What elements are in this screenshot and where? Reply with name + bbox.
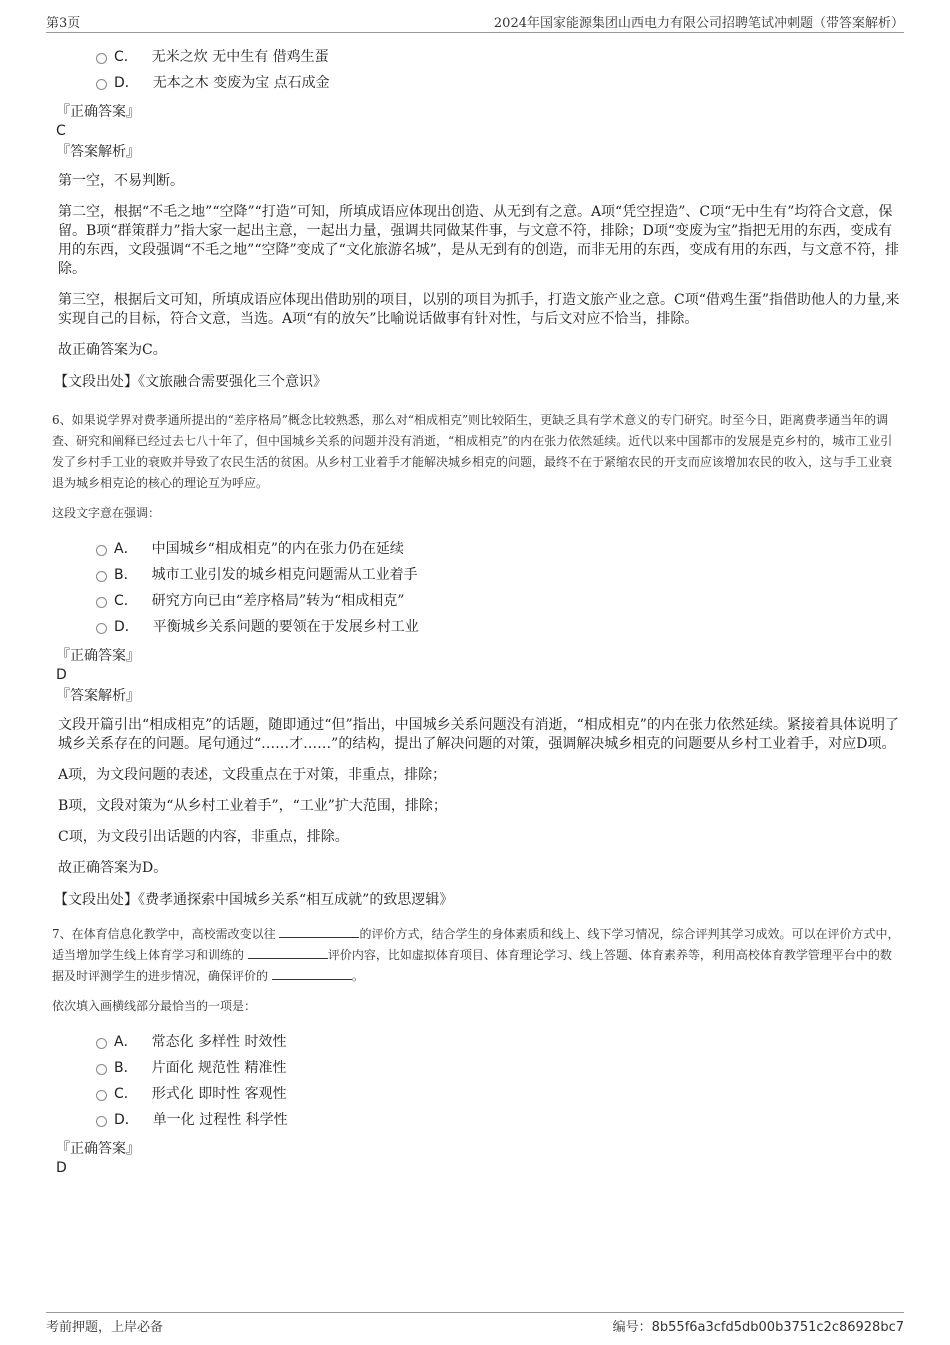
question-prompt: 这段文字意在强调： bbox=[52, 506, 161, 520]
answer-value: C bbox=[56, 123, 66, 139]
option-d[interactable]: D． 平衡城乡关系问题的要领在于发展乡村工业 bbox=[56, 614, 902, 640]
option-c[interactable]: C． 无米之炊 无中生有 借鸡生蛋 bbox=[56, 44, 902, 70]
option-c[interactable]: C． 研究方向已由“差序格局”转为“相成相克” bbox=[56, 588, 902, 614]
analysis-paragraph: B项，文段对策为“从乡村工业着手”，“工业”扩大范围，排除； bbox=[58, 798, 447, 814]
option-d[interactable]: D． 单一化 过程性 科学性 bbox=[56, 1107, 902, 1133]
option-c[interactable]: C． 形式化 即时性 客观性 bbox=[56, 1081, 902, 1107]
question-6 bbox=[52, 410, 902, 910]
page-number: 第3页 bbox=[46, 16, 81, 31]
question-stem: 6、如果说学界对费孝通所提出的“差序格局”概念比较熟悉，那么对“相成相克”则比较陌生，更缺乏具有学术意义的专门研究。时至今日，距离费孝通当年的调查、研究和阐释已经过去七八十年了，但中国城乡关系的问题并没有消逝，“相成相克”的内在张力依然延续。近代以来中国都市的发展是克乡村的，城市工业引发了乡村手工业的衰败并导致了农民生活的贫困。从乡村工业着手才能解决城乡相克的问题，最终不在于紧缩农民的开支而应该增加农民的收入，这与手工业衰退为城乡相克论的核心的理论互为呼应。 bbox=[52, 413, 893, 490]
fill-blank-1 bbox=[279, 925, 359, 938]
option-d[interactable]: D． 无本之木 变废为宝 点石成金 bbox=[56, 70, 902, 96]
question-5-continued bbox=[56, 44, 902, 392]
option-a[interactable]: A． 中国城乡“相成相克”的内在张力仍在延续 bbox=[56, 536, 902, 562]
analysis-paragraph: 第一空，不易判断。 bbox=[58, 173, 184, 189]
analysis-label: 『答案解析』 bbox=[56, 144, 140, 160]
radio-icon[interactable] bbox=[96, 1116, 107, 1127]
radio-icon[interactable] bbox=[96, 1064, 107, 1075]
source-citation: 【文段出处】《文旅融合需要强化三个意识》 bbox=[54, 374, 327, 390]
question-stem: 7、在体育信息化教学中，高校需改变以往 的评价方式，结合学生的身体素质和线上、线下学习情况，综合评判其学习成效。可以在评价方式中，适当增加学生线上体育学习和训练的 评价内容，比如虚拟体育项目、体育理论学习、线上答题、体育素养等，利用高校体育教学管理平台中的数据及时评测学生的进步情况，确保评价的 。 bbox=[52, 927, 900, 983]
analysis-paragraph: 故正确答案为C。 bbox=[58, 342, 167, 358]
analysis-label: 『答案解析』 bbox=[56, 688, 140, 704]
footer-slogan: 考前押题，上岸必备 bbox=[46, 1320, 164, 1335]
answer-label: 『正确答案』 bbox=[56, 104, 140, 120]
radio-icon[interactable] bbox=[96, 79, 107, 90]
answer-label: 『正确答案』 bbox=[56, 1141, 140, 1157]
answer-label: 『正确答案』 bbox=[56, 648, 140, 664]
radio-icon[interactable] bbox=[96, 1038, 107, 1049]
page-footer bbox=[46, 1312, 904, 1337]
analysis-paragraph: A项，为文段问题的表述，文段重点在于对策，非重点，排除； bbox=[58, 767, 447, 783]
radio-icon[interactable] bbox=[96, 597, 107, 608]
fill-blank-2 bbox=[248, 946, 328, 959]
radio-icon[interactable] bbox=[96, 623, 107, 634]
answer-value: D bbox=[56, 667, 67, 683]
source-citation: 【文段出处】《费孝通探索中国城乡关系“相互成就”的致思逻辑》 bbox=[54, 892, 454, 908]
radio-icon[interactable] bbox=[96, 53, 107, 64]
fill-blank-3 bbox=[272, 967, 352, 980]
document-code: 编号：8b55f6a3cfd5db00b3751c2c86928bc7 bbox=[612, 1320, 904, 1335]
analysis-paragraph: 故正确答案为D。 bbox=[58, 860, 168, 876]
document-title: 2024年国家能源集团山西电力有限公司招聘笔试冲刺题（带答案解析） bbox=[493, 16, 904, 31]
main-content bbox=[52, 44, 902, 1179]
analysis-paragraph: 第三空，根据后文可知，所填成语应体现出借助别的项目，以别的项目为抓手，打造文旅产业之意。C项“借鸡生蛋”指借助他人的力量,来实现自己的目标，符合文意，当选。A项“有的放矢”比喻说话做事有针对性，与后文对应不恰当，排除。 bbox=[58, 292, 900, 327]
option-b[interactable]: B． 城市工业引发的城乡相克问题需从工业着手 bbox=[56, 562, 902, 588]
analysis-paragraph: 文段开篇引出“相成相克”的话题，随即通过“但”指出，中国城乡关系问题没有消逝，“相成相克”的内在张力依然延续。紧接着具体说明了城乡关系存在的问题。尾句通过“……才……”的结构，提出了解决问题的对策，强调解决城乡相克的问题要从乡村工业着手，对应D项。 bbox=[58, 717, 899, 752]
page-header bbox=[46, 12, 904, 33]
question-prompt: 依次填入画横线部分最恰当的一项是： bbox=[52, 999, 257, 1013]
radio-icon[interactable] bbox=[96, 571, 107, 582]
radio-icon[interactable] bbox=[96, 1090, 107, 1101]
option-b[interactable]: B． 片面化 规范性 精准性 bbox=[56, 1055, 902, 1081]
radio-icon[interactable] bbox=[96, 545, 107, 556]
option-a[interactable]: A． 常态化 多样性 时效性 bbox=[56, 1029, 902, 1055]
analysis-paragraph: 第二空，根据“不毛之地”“空降”“打造”可知，所填成语应体现出创造、从无到有之意。A项“凭空捏造”、C项“无中生有”均符合文意，保留。B项“群策群力”指大家一起出主意，一起出力量，强调共同做某件事，与文意不符，排除；D项“变废为宝”指把无用的东西，变成有用的东西，文段强调“不毛之地”“空降”变成了“文化旅游名城”，是从无到有的创造，而非无用的东西，变成有用的东西，与文意不符，排除。 bbox=[58, 204, 899, 277]
analysis-paragraph: C项，为文段引出话题的内容，非重点，排除。 bbox=[58, 829, 349, 845]
answer-value: D bbox=[56, 1160, 67, 1176]
question-7 bbox=[52, 924, 902, 1177]
